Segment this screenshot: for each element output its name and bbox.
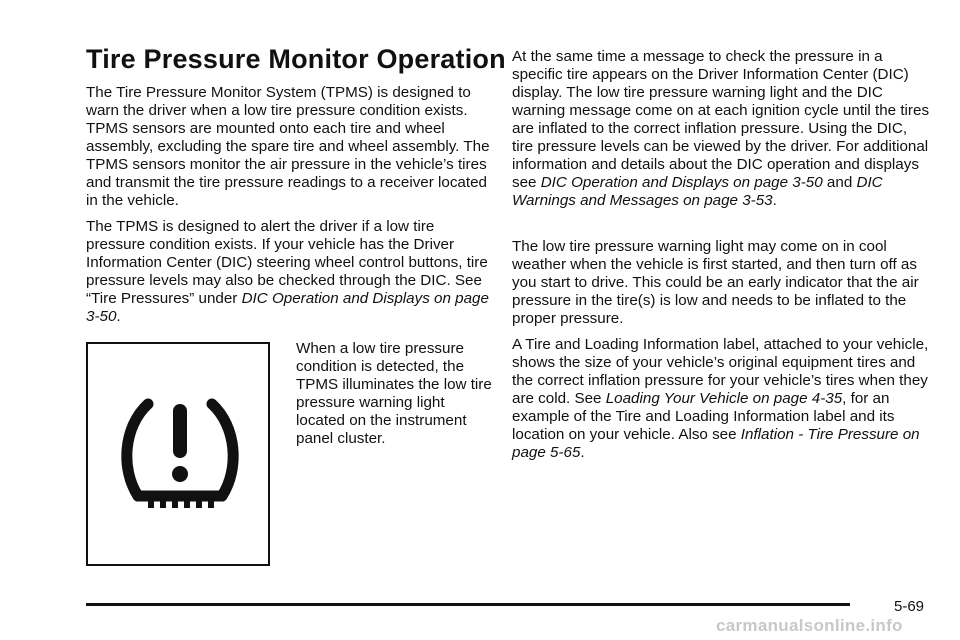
cool-weather-paragraph: The low tire pressure warning light may come on in cool weather when the vehicle is first started, and then turn off as you start to drive. This could be an early indicator that the air pressure in the tire(s) is low and needs to be inflated to the proper pressure. xyxy=(512,238,919,327)
dic-operation-link-2[interactable]: DIC Operation and Displays on page 3-50 xyxy=(540,174,823,191)
tpms-warning-icon xyxy=(118,396,242,508)
warning-light-paragraph: When a low tire pressure condition is detected, the TPMS illuminates the low tire pressure warning light located on the instrument panel cluster. xyxy=(296,340,492,447)
page-number: 5-69 xyxy=(894,598,925,615)
dic-operation-link[interactable]: DIC Operation and Displays on page 3-50 xyxy=(86,290,489,325)
and-text: and xyxy=(822,174,857,191)
loading-info-text: A Tire and Loading Information label, attached to your vehicle, shows the size of your vehicle’s original equipment tires and the correct inflation pressure for your vehicle’s tires when they are cold. See xyxy=(512,336,929,407)
loading-info-paragraph xyxy=(512,336,930,462)
watermark: carmanualsonline.info xyxy=(716,616,903,635)
inflation-link[interactable]: Inflation - Tire Pressure on page 5-65 xyxy=(512,426,920,461)
loading-info-end: . xyxy=(580,444,585,461)
dic-paragraph-text: The TPMS is designed to alert the driver if a low tire pressure condition exists. If your vehicle has the Driver Information Center (DIC) steering wheel control buttons, tire pressure levels may also be checked through the DIC. See “Tire Pressures” under xyxy=(86,218,488,307)
dic-warnings-link[interactable]: DIC Warnings and Messages on page 3-53 xyxy=(512,174,883,209)
dic-message-end: . xyxy=(772,192,777,209)
dic-message-text: At the same time a message to check the pressure in a specific tire appears on the Driver Information Center (DIC) display. The low tire pressure warning light and the DIC warning message come on at each ignition cycle until the tires are inflated to the correct inflation pressure. Using the DIC, tire pressure levels can be viewed by the driver. For additional information and details about the DIC operation and displays see xyxy=(512,48,930,191)
loading-info-mid: , for an example of the Tire and Loading Information label and its location on your vehicle. Also see xyxy=(512,390,895,443)
loading-vehicle-link[interactable]: Loading Your Vehicle on page 4-35 xyxy=(605,390,843,407)
dic-paragraph-end: . xyxy=(116,308,121,325)
dic-message-paragraph xyxy=(512,48,930,210)
tpms-figure xyxy=(86,342,270,566)
page-title: Tire Pressure Monitor Operation xyxy=(86,44,506,74)
intro-paragraph: The Tire Pressure Monitor System (TPMS) is designed to warn the driver when a low tire pressure condition exists. TPMS sensors are mounted onto each tire and wheel assembly, excluding the spare tire and wheel assembly. The TPMS sensors monitor the air pressure in the vehicle’s tires and transmit the tire pressure readings to a receiver located in the vehicle. xyxy=(86,84,490,209)
footer-rule xyxy=(86,603,850,606)
dic-paragraph xyxy=(86,218,494,326)
